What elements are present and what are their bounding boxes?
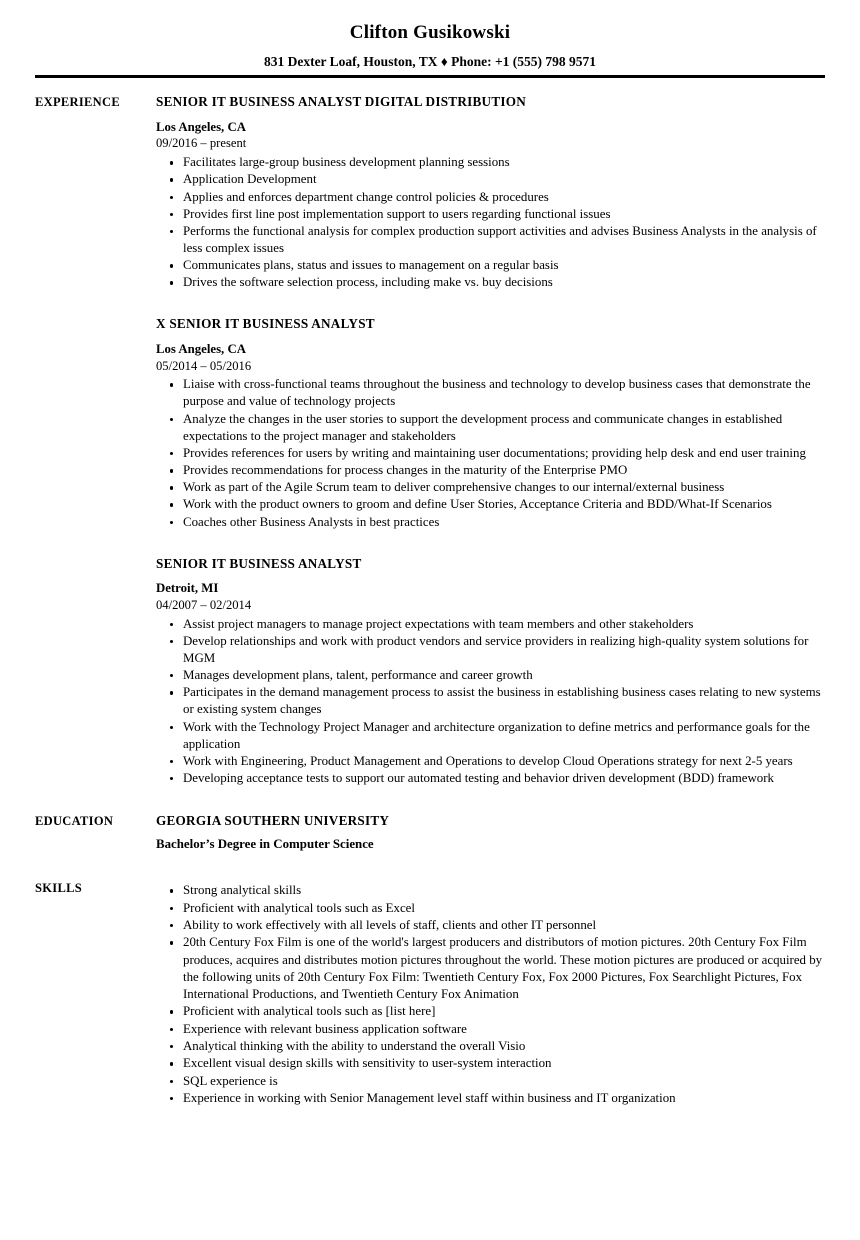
job-responsibility-list (156, 154, 825, 291)
list-item: Participates in the demand management process to assist the business in establishing business cases relating to new systems or existing system changes (156, 684, 825, 718)
list-item: Coaches other Business Analysts in best practices (156, 514, 825, 531)
list-item: Strong analytical skills (156, 882, 825, 899)
education-body (156, 813, 825, 852)
list-item: Proficient with analytical tools such as Excel (156, 900, 825, 917)
list-item: SQL experience is (156, 1073, 825, 1090)
list-item: Develop relationships and work with product vendors and service providers in realizing high-quality system solutions for MGM (156, 633, 825, 667)
education-section (0, 813, 860, 852)
job-location: Detroit, MI (156, 581, 219, 596)
job-dates: 09/2016 – present (156, 136, 247, 151)
header-divider (35, 75, 825, 78)
list-item: Analytical thinking with the ability to understand the overall Visio (156, 1038, 825, 1055)
resume-header (0, 0, 860, 78)
job-title: SENIOR IT BUSINESS ANALYST DIGITAL DISTRIBUTION (156, 94, 527, 110)
list-item: Work with the product owners to groom and define User Stories, Acceptance Criteria and BDD/What-If Scenarios (156, 496, 825, 513)
job-entry (156, 556, 825, 787)
education-school: GEORGIA SOUTHERN UNIVERSITY (156, 813, 390, 829)
list-item: Provides references for users by writing and maintaining user documentations; providing help desk and end user training (156, 445, 825, 462)
list-item: Liaise with cross-functional teams throughout the business and technology to develop business cases that demonstrate the purpose and value of technology projects (156, 376, 825, 410)
job-dates: 05/2014 – 05/2016 (156, 358, 252, 373)
skills-list (156, 882, 825, 1107)
list-item: Drives the software selection process, including make vs. buy decisions (156, 274, 825, 291)
list-item: Experience with relevant business application software (156, 1021, 825, 1038)
list-item: Developing acceptance tests to support our automated testing and behavior driven development (BDD) framework (156, 770, 825, 787)
list-item: Assist project managers to manage project expectations with team members and other stakeholders (156, 616, 825, 633)
job-responsibility-list (156, 616, 825, 788)
list-item: Communicates plans, status and issues to management on a regular basis (156, 257, 825, 274)
list-item: Provides first line post implementation support to users regarding functional issues (156, 206, 825, 223)
list-item: Work with Engineering, Product Management and Operations to develop Cloud Operations strategy for next 2-5 years (156, 753, 825, 770)
job-entry (156, 316, 825, 530)
job-responsibility-list (156, 376, 825, 530)
candidate-name: Clifton Gusikowski (349, 22, 511, 43)
list-item: Experience in working with Senior Management level staff within business and IT organization (156, 1090, 825, 1107)
list-item: Ability to work effectively with all levels of staff, clients and other IT personnel (156, 917, 825, 934)
job-location: Los Angeles, CA (156, 341, 246, 356)
section-label-education: EDUCATION (35, 814, 114, 829)
experience-body (156, 94, 825, 787)
experience-section (0, 94, 860, 787)
skills-section (0, 880, 860, 1107)
list-item: Analyze the changes in the user stories to support the development process and communicate changes in established expectations to the project manager and stakeholders (156, 411, 825, 445)
list-item: Provides recommendations for process changes in the maturity of the Enterprise PMO (156, 462, 825, 479)
job-title: SENIOR IT BUSINESS ANALYST (156, 555, 362, 571)
list-item: 20th Century Fox Film is one of the world's largest producers and distributors of motion pictures. 20th Century Fox Film produces, acquires and distributes motion pictures throughout the world. These motion pictures are produced or acquired by the following units of 20th Century Fox Film: Twentieth Century Fox, Fox 2000 Pictures, Fox Searchlight Pictures, Fox International Productions, and Twentieth Century Fox Animation (156, 934, 825, 1003)
skills-body (156, 880, 825, 1107)
job-entry (156, 94, 825, 291)
list-item: Work as part of the Agile Scrum team to deliver comprehensive changes to our internal/external business (156, 479, 825, 496)
list-item: Proficient with analytical tools such as [list here] (156, 1003, 825, 1020)
list-item: Work with the Technology Project Manager and architecture organization to define metrics and performance goals for the application (156, 719, 825, 753)
list-item: Excellent visual design skills with sensitivity to user-system interaction (156, 1055, 825, 1072)
section-label-experience: EXPERIENCE (35, 95, 120, 110)
job-title: X SENIOR IT BUSINESS ANALYST (156, 316, 375, 332)
list-item: Manages development plans, talent, performance and career growth (156, 667, 825, 684)
education-degree: Bachelor’s Degree in Computer Science (156, 836, 374, 851)
section-label-skills: SKILLS (35, 881, 82, 896)
job-dates: 04/2007 – 02/2014 (156, 597, 252, 612)
list-item: Facilitates large-group business development planning sessions (156, 154, 825, 171)
list-item: Application Development (156, 171, 825, 188)
list-item: Applies and enforces department change control policies & procedures (156, 189, 825, 206)
candidate-contact-line: 831 Dexter Loaf, Houston, TX ♦ Phone: +1 (555) 798 9571 (263, 53, 597, 69)
job-location: Los Angeles, CA (156, 119, 246, 134)
list-item: Performs the functional analysis for complex production support activities and advises Business Analysts in the analysis of less complex issues (156, 223, 825, 257)
